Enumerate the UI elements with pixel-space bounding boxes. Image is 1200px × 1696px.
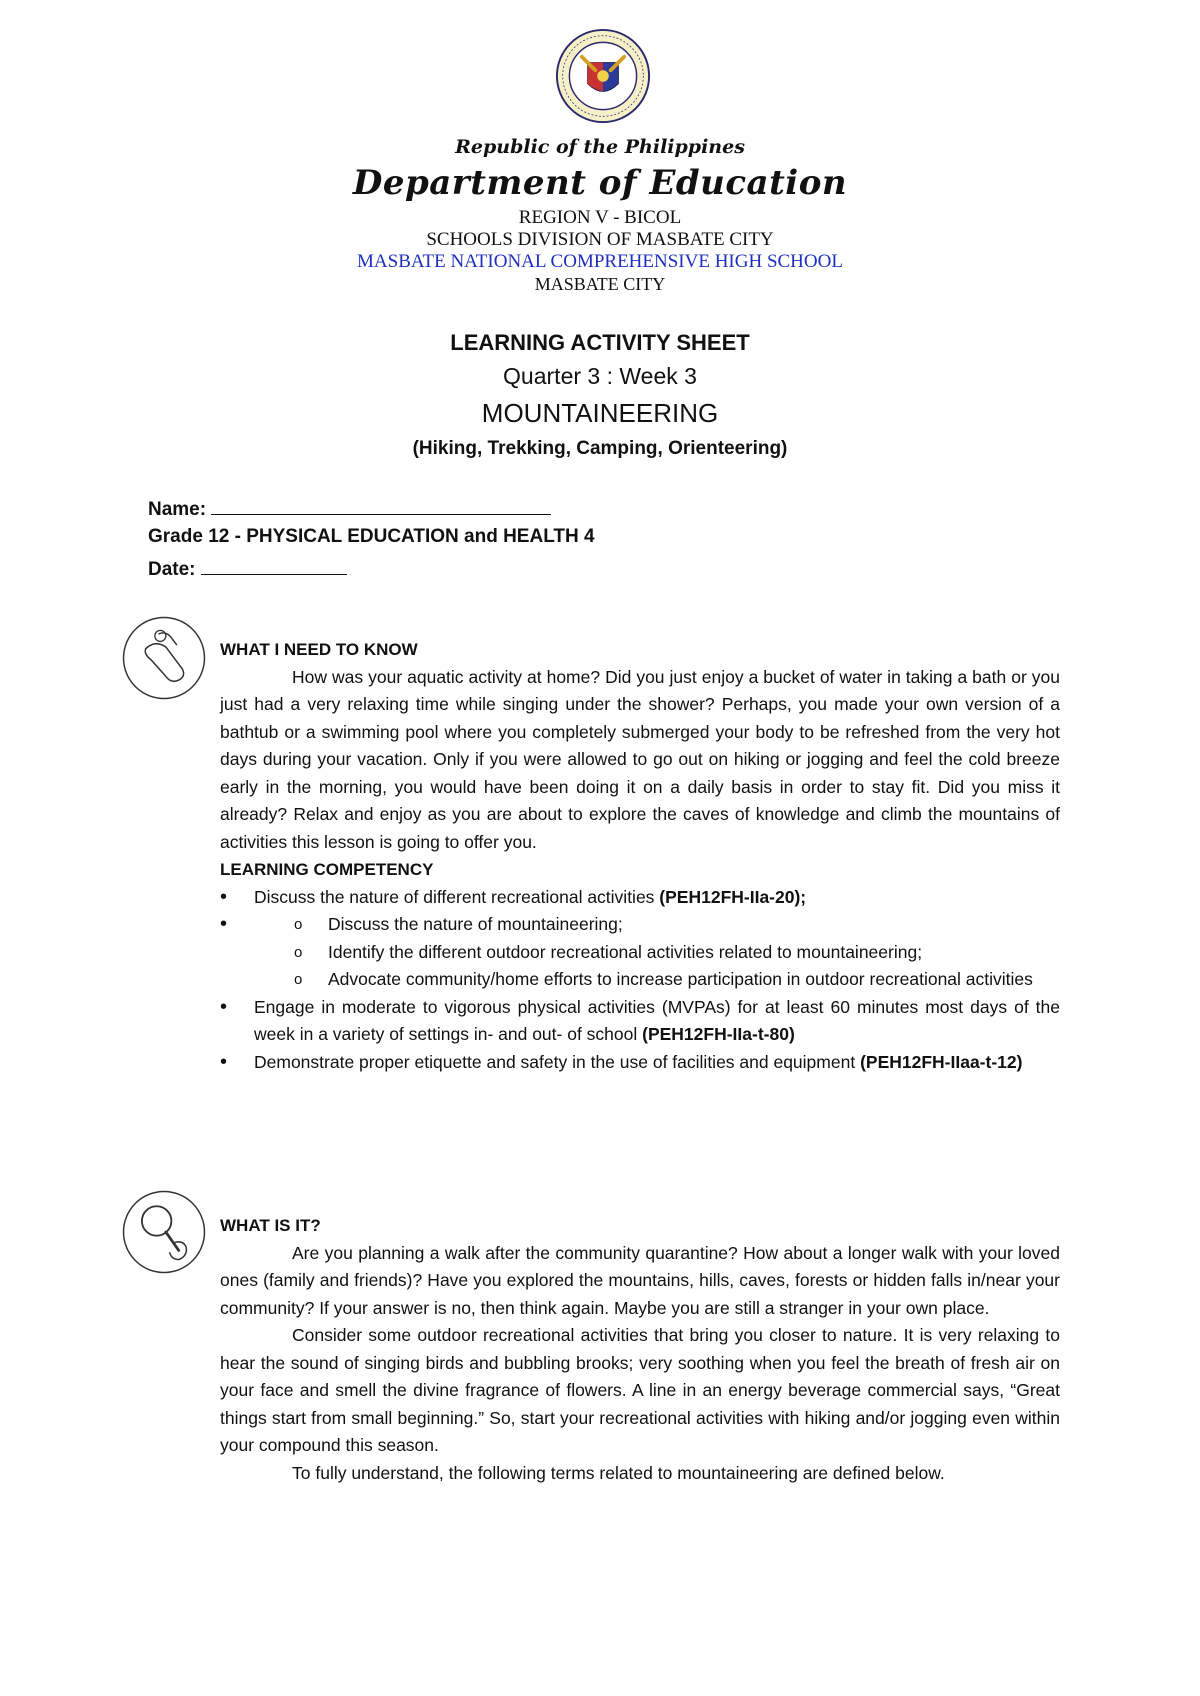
sub-competency: o • Discuss the nature of mountaineering; — [220, 911, 1060, 939]
whatisit-paragraph: Consider some outdoor recreational activities that bring you closer to nature. It is very relaxing to hear the sound of singing birds and bubbling brooks; very soothing when you feel the breath of fresh air on your face and smell the divine fragrance of flowers. A line in an energy beverage commercial says, “Great things start from small beginning.” So, start your recreational activities with hiking and/or jogging even within your compound this season. — [220, 1325, 1060, 1455]
topic-title: MOUNTAINEERING — [481, 398, 719, 428]
sheet-title: LEARNING ACTIVITY SHEET — [450, 330, 750, 355]
grade-label: Grade 12 - PHYSICAL EDUCATION and HEALTH 4 — [148, 526, 595, 547]
sub-competency: o Identify the different outdoor recreational activities related to mountaineering; — [220, 939, 1060, 967]
name-label: Name: — [148, 499, 207, 520]
whatisit-title: WHAT IS IT? — [220, 1216, 321, 1235]
competency-code: (PEH12FH-IIa-20); — [659, 886, 807, 907]
competency-item: • Discuss the nature of different recreational activities (PEH12FH-IIa-20); — [220, 884, 1060, 912]
date-row — [148, 556, 347, 581]
know-paragraph: How was your aquatic activity at home? Did you just enjoy a bucket of water in taking a bath or you just had a very relaxing time while singing under the shower? Perhaps, you made your own version of a bathtub or a swimming pool where you completely submerged your body to be refreshed from the very hot days during your vacation. Only if you were allowed to go out on hiking or jogging and feel the cold breeze early in the morning, you would have been doing it on a daily basis in order to stay fit. Did you miss it already? Relax and enjoy as you are about to explore the caves of knowledge and climb the mountains of activities this lesson is going to offer you. — [220, 666, 1060, 852]
competency-sublist-wrap — [220, 911, 1060, 994]
region-line: REGION V - BICOL — [518, 207, 682, 228]
department-heading: Department of Education — [352, 163, 848, 203]
competency-code: (PEH12FH-IIaa-t-12) — [860, 1051, 1023, 1072]
topic-subtitle: (Hiking, Trekking, Camping, Orienteering) — [412, 438, 788, 459]
sub-competency: o Advocate community/home efforts to increase participation in outdoor recreational activities — [220, 966, 1060, 994]
whatisit-section — [220, 1212, 1060, 1487]
name-blank[interactable] — [211, 496, 551, 515]
division-line: SCHOOLS DIVISION OF MASBATE CITY — [426, 229, 774, 250]
competency-item: • Demonstrate proper etiquette and safety in the use of facilities and equipment (PEH12FH-IIaa-t-12) — [220, 1049, 1060, 1077]
city-line: MASBATE CITY — [534, 274, 666, 294]
whatisit-paragraph: Are you planning a walk after the community quarantine? How about a longer walk with your loved ones (family and friends)? Have you explored the mountains, hills, caves, forests or hidden falls in/near your community? If your answer is no, then think again. Maybe you are still a stranger in your own place. — [220, 1242, 1060, 1318]
school-line: MASBATE NATIONAL COMPREHENSIVE HIGH SCHOOL — [357, 251, 843, 272]
deped-seal-icon — [555, 28, 651, 124]
date-blank[interactable] — [201, 556, 347, 575]
pointing-hand-icon — [118, 612, 210, 704]
name-row — [148, 496, 551, 521]
competency-item: • Engage in moderate to vigorous physical activities (MVPAs) for at least 60 minutes most days of the week in a variety of settings in- and out- of school (PEH12FH-IIa-t-80) — [220, 994, 1060, 1049]
competency-code: (PEH12FH-IIa-t-80) — [642, 1024, 795, 1044]
republic-heading: Republic of the Philippines — [455, 136, 745, 158]
competency-sublist — [220, 911, 1060, 994]
whatisit-paragraph: To fully understand, the following terms related to mountaineering are defined below. — [292, 1462, 945, 1483]
competency-list — [220, 884, 1060, 1077]
know-section — [220, 636, 1060, 1076]
magnifying-glass-hand-icon — [118, 1186, 210, 1278]
competency-title: LEARNING COMPETENCY — [220, 860, 434, 879]
know-title: WHAT I NEED TO KNOW — [220, 640, 418, 659]
quarter-week: Quarter 3 : Week 3 — [503, 363, 697, 389]
date-label: Date: — [148, 559, 196, 580]
